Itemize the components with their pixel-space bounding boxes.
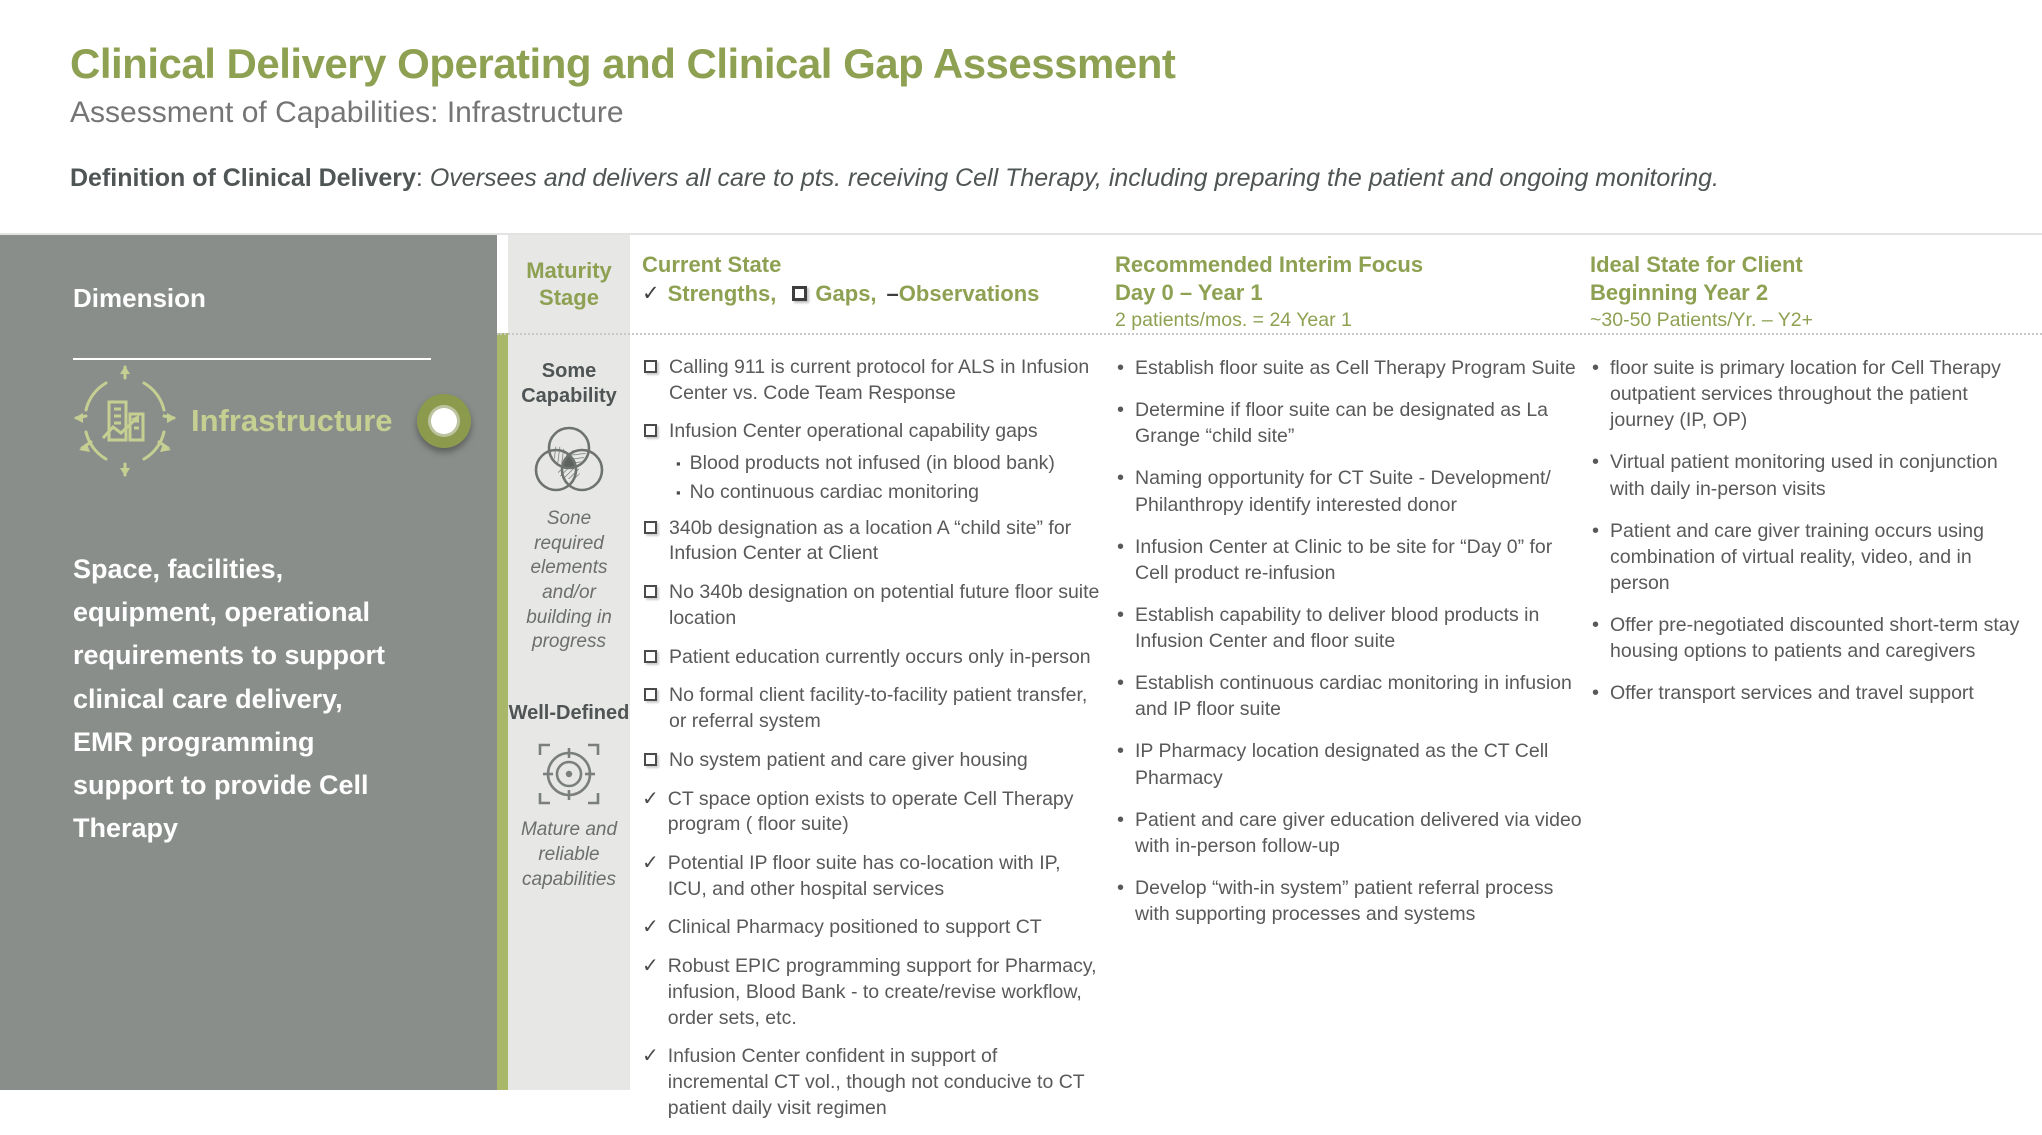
definition-text: Oversees and delivers all care to pts. receiving Cell Therapy, including preparing the patient and ongoing monitoring.	[429, 164, 1719, 192]
ideal-state-subtitle: ~30-50 Patients/Yr. – Y2+	[1590, 309, 1813, 331]
current-state-column	[630, 235, 1102, 1119]
gap-checkbox-icon	[644, 521, 657, 534]
interim-focus-subtitle: 2 patients/mos. = 24 Year 1	[1115, 309, 1352, 331]
bullet-icon: •	[1592, 682, 1600, 705]
dimension-header: Dimension	[73, 283, 206, 313]
interim-focus-title: Recommended Interim Focus Day 0 – Year 1	[1115, 252, 1424, 305]
strength-check-icon: ✓	[642, 787, 659, 810]
item-text: Calling 911 is current protocol for ALS in Infusion Center vs. Code Team Response	[669, 356, 1090, 404]
current-state-item	[642, 683, 1102, 734]
item-text: Establish capability to deliver blood products in Infusion Center and floor suite	[1135, 603, 1540, 652]
item-text: Naming opportunity for CT Suite - Development/ Philanthropy identify interested donor	[1135, 467, 1551, 516]
item-text: Infusion Center operational capability gaps	[669, 420, 1038, 443]
list-item	[1590, 612, 2032, 664]
gap-checkbox-icon	[644, 753, 657, 766]
bullet-icon: •	[1117, 467, 1125, 490]
subitem-text: No continuous cardiac monitoring	[689, 480, 980, 503]
infrastructure-row	[73, 366, 457, 476]
stage-label: Well-Defined	[508, 702, 630, 725]
bullet-icon: •	[1117, 672, 1125, 695]
list-item	[1115, 875, 1582, 927]
interim-focus-header	[1115, 235, 1582, 333]
item-text: Patient and care giver education delivered via video with in-person follow-up	[1135, 808, 1582, 857]
stage-caption: Sone required elements and/or building in progress	[526, 508, 612, 653]
definition-label: Definition of Clinical Delivery	[70, 164, 416, 192]
strengths-legend-label: Strengths,	[667, 280, 777, 306]
maturity-body	[508, 333, 630, 1090]
current-state-item	[642, 915, 1102, 941]
gap-checkbox-icon	[644, 585, 657, 598]
current-state-item	[642, 516, 1102, 567]
item-text: Establish floor suite as Cell Therapy Program Suite	[1135, 357, 1576, 379]
interim-focus-column	[1102, 235, 1582, 1090]
gaps-checkbox-icon	[792, 286, 807, 301]
gap-checkbox-icon	[644, 360, 657, 373]
strength-check-icon: ✓	[642, 852, 659, 875]
current-state-item	[642, 851, 1102, 902]
ideal-state-title: Ideal State for Client Beginning Year 2	[1590, 252, 1803, 305]
item-text: Offer pre-negotiated discounted short-term stay housing options to patients and caregivers	[1610, 614, 2020, 663]
observations-legend-label: Observations	[898, 280, 1040, 306]
current-state-item	[642, 419, 1102, 445]
list-item	[1590, 680, 2032, 706]
item-text: No 340b designation on potential future floor suite location	[669, 581, 1100, 629]
item-text: Determine if floor suite can be designated as La Grange “child site”	[1135, 399, 1549, 448]
list-item	[1115, 670, 1582, 722]
item-text: 340b designation as a location A “child site” for Infusion Center at Client	[669, 516, 1072, 565]
ideal-state-header	[1590, 235, 2032, 333]
interim-focus-list	[1115, 333, 1582, 1090]
square-bullet-icon: ▪	[676, 484, 681, 500]
bullet-icon: •	[1592, 519, 1600, 542]
bullet-icon: •	[1117, 740, 1125, 763]
item-text: Offer transport services and travel support	[1610, 682, 1974, 705]
current-state-legend	[642, 281, 1102, 307]
item-text: Patient education currently occurs only in-person	[669, 645, 1091, 668]
current-state-item	[642, 355, 1102, 406]
list-item	[1590, 355, 2032, 433]
list-item	[1590, 518, 2032, 596]
strength-check-icon: ✓	[642, 916, 659, 939]
item-text: No system patient and care giver housing	[669, 748, 1028, 771]
assessment-table	[0, 233, 2042, 1119]
item-text: Patient and care giver training occurs using combination of virtual reality, video, and in person	[1610, 519, 1984, 594]
page-title: Clinical Delivery Operating and Clinical Gap Assessment	[70, 40, 1176, 87]
stage-caption: Mature and reliable capabilities	[520, 819, 618, 890]
slide-header	[0, 0, 2042, 193]
item-text: floor suite is primary location for Cell Therapy outpatient services throughout the patient journey (IP, OP)	[1610, 357, 2001, 432]
target-icon	[535, 740, 603, 808]
maturity-column	[508, 235, 630, 1090]
current-state-item	[642, 787, 1102, 838]
current-state-header	[642, 235, 1102, 333]
current-state-title: Current State	[642, 252, 782, 277]
ideal-state-column	[1582, 235, 2042, 1090]
item-text: CT space option exists to operate Cell Therapy program ( floor suite)	[667, 787, 1074, 836]
list-item	[1590, 449, 2032, 501]
ideal-state-list	[1590, 333, 2032, 1090]
bullet-icon: •	[1592, 357, 1600, 379]
bullet-icon: •	[1117, 876, 1125, 899]
infrastructure-icon	[73, 366, 177, 476]
bullet-icon: •	[1117, 399, 1125, 422]
current-state-subitem	[676, 451, 1102, 477]
definition-line	[70, 164, 1972, 193]
strength-check-icon: ✓	[642, 955, 659, 978]
gap-checkbox-icon	[644, 424, 657, 437]
page-subtitle: Assessment of Capabilities: Infrastructure	[70, 96, 624, 129]
item-text: Clinical Pharmacy positioned to support CT	[667, 916, 1042, 939]
item-text: Develop “with-in system” patient referral process with supporting processes and systems	[1135, 876, 1554, 925]
maturity-stage-well-defined	[508, 701, 630, 892]
observations-dash-icon: –	[886, 280, 899, 306]
gap-checkbox-icon	[644, 688, 657, 701]
item-text: No formal client facility-to-facility patient transfer, or referral system	[669, 684, 1088, 733]
dimension-description: Space, facilities, equipment, operational requirements to support clinical care delivery, EMR programming support to provide Cell Therapy	[73, 554, 386, 844]
infrastructure-status-badge[interactable]	[417, 394, 471, 448]
dimension-divider	[73, 358, 431, 360]
strength-check-icon: ✓	[642, 1045, 659, 1068]
subitem-text: Blood products not infused (in blood bank)	[689, 452, 1055, 475]
item-text: Infusion Center confident in support of incremental CT vol., though not conducive to CT patient daily visit regimen	[667, 1045, 1085, 1119]
item-text: IP Pharmacy location designated as the CT Cell Pharmacy	[1135, 740, 1549, 789]
current-state-list	[642, 333, 1102, 1135]
maturity-stage-some-capability	[508, 359, 630, 655]
current-state-subitem	[676, 480, 1102, 506]
dimension-panel	[0, 235, 497, 1090]
bullet-icon: •	[1592, 451, 1600, 474]
current-state-item	[642, 954, 1102, 1031]
list-item	[1115, 355, 1582, 381]
gaps-legend-label: Gaps,	[815, 280, 877, 306]
list-item	[1115, 534, 1582, 586]
current-state-item	[642, 580, 1102, 631]
infrastructure-label: Infrastructure	[191, 403, 393, 438]
venn-diagram-icon	[528, 423, 610, 497]
bullet-icon: •	[1117, 808, 1125, 831]
list-item	[1115, 397, 1582, 449]
item-text: Infusion Center at Clinic to be site for “Day 0” for Cell product re-infusion	[1135, 535, 1553, 584]
header-separator	[497, 333, 2042, 335]
definition-separator: :	[415, 164, 430, 192]
bullet-icon: •	[1117, 357, 1125, 379]
current-state-item	[642, 748, 1102, 774]
gap-checkbox-icon	[644, 650, 657, 663]
maturity-accent-stripe	[497, 235, 508, 1090]
current-state-item	[642, 645, 1102, 671]
item-text: Potential IP floor suite has co-location with IP, ICU, and other hospital services	[667, 852, 1061, 900]
square-bullet-icon: ▪	[676, 456, 681, 472]
item-text: Virtual patient monitoring used in conjunction with daily in-person visits	[1610, 451, 1998, 500]
bullet-icon: •	[1117, 535, 1125, 558]
list-item	[1115, 465, 1582, 517]
bullet-icon: •	[1117, 603, 1125, 626]
item-text: Establish continuous cardiac monitoring in infusion and IP floor suite	[1135, 672, 1572, 721]
list-item	[1115, 602, 1582, 654]
list-item	[1115, 738, 1582, 790]
item-text: Robust EPIC programming support for Pharmacy, infusion, Blood Bank - to create/revise workflow, order sets, etc.	[667, 955, 1097, 1029]
maturity-header: Maturity Stage	[526, 257, 612, 310]
bullet-icon: •	[1592, 614, 1600, 636]
current-state-item	[642, 1044, 1102, 1121]
strengths-check-icon: ✓	[642, 282, 660, 305]
list-item	[1115, 807, 1582, 859]
stage-label: Some Capability	[521, 360, 617, 407]
